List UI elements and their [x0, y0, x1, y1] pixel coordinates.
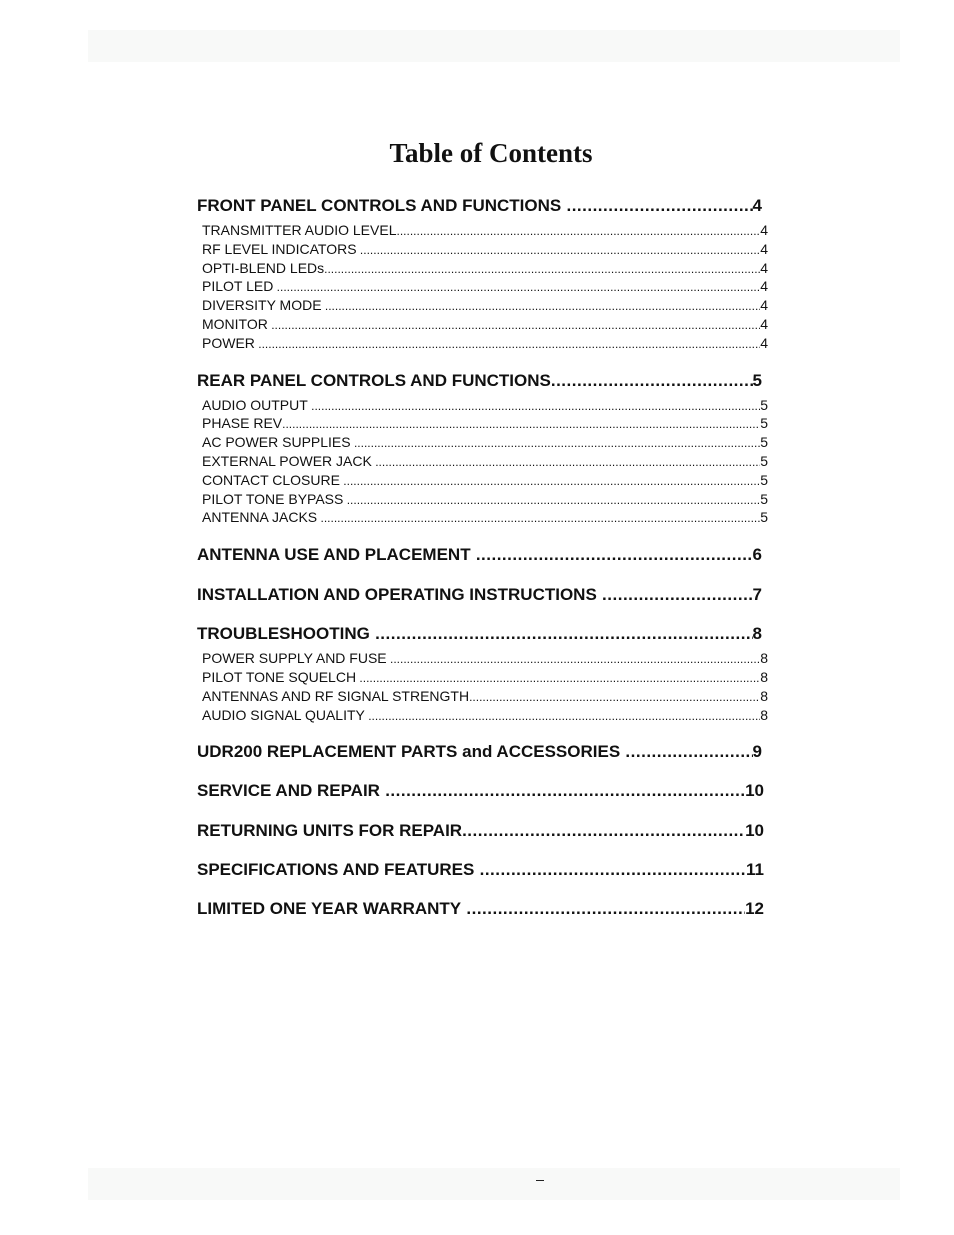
- toc-subentry-label: PILOT LED: [202, 278, 274, 295]
- toc-subentry-label: PILOT TONE BYPASS: [202, 490, 344, 507]
- toc-subentry-label: AUDIO SIGNAL QUALITY: [202, 706, 365, 723]
- dot-leader: [273, 278, 760, 296]
- toc-subentry[interactable]: [202, 471, 768, 490]
- toc-subentry-page: 8: [760, 687, 768, 704]
- dot-leader: [396, 222, 760, 240]
- toc-entry-page: 11: [746, 860, 764, 880]
- dot-leader: [370, 623, 753, 644]
- toc-subentry[interactable]: [202, 259, 768, 278]
- toc-entry-label: REAR PANEL CONTROLS AND FUNCTIONS: [197, 370, 551, 390]
- toc-entry-label: LIMITED ONE YEAR WARRANTY: [197, 899, 462, 919]
- toc-subentry-page: 8: [760, 706, 768, 723]
- toc-subentry[interactable]: [202, 277, 768, 296]
- dot-leader: [561, 195, 752, 216]
- dot-leader: [461, 898, 745, 919]
- dot-leader: [387, 650, 761, 668]
- dot-leader: [365, 707, 760, 725]
- page-footer-band: [88, 1168, 900, 1200]
- toc-subentries: [202, 649, 768, 724]
- toc-subentry[interactable]: [202, 490, 768, 509]
- toc-subentry[interactable]: [202, 433, 768, 452]
- toc-section-troubleshooting: [197, 623, 768, 724]
- toc-subentry[interactable]: [202, 706, 768, 725]
- toc-subentry-label: CONTACT CLOSURE: [202, 471, 340, 488]
- page-title: Table of Contents: [389, 138, 593, 169]
- toc-subentries: [202, 396, 768, 528]
- toc-subentry-page: 5: [760, 396, 768, 413]
- toc-section-returning-units: [197, 820, 768, 841]
- toc-subentry-page: 5: [760, 452, 768, 469]
- toc-subentry-page: 8: [760, 668, 768, 685]
- toc-entry[interactable]: [197, 544, 762, 565]
- toc-subentry-page: 5: [760, 490, 768, 507]
- dot-leader: [356, 669, 760, 687]
- dot-leader: [471, 544, 753, 565]
- toc-entry-label: SERVICE AND REPAIR: [197, 781, 380, 801]
- toc-subentry-page: 5: [760, 434, 768, 451]
- toc-entry-label: SPECIFICATIONS AND FEATURES: [197, 860, 475, 880]
- dot-leader: [469, 688, 760, 706]
- toc-subentry[interactable]: [202, 414, 768, 433]
- toc-subentry-page: 4: [760, 278, 768, 295]
- toc-subentry[interactable]: [202, 649, 768, 668]
- dot-leader: [268, 316, 760, 334]
- toc-subentry-label: PILOT TONE SQUELCH: [202, 668, 357, 685]
- toc-entry[interactable]: [197, 584, 762, 605]
- toc-subentries: [202, 221, 768, 353]
- dot-leader: [351, 434, 761, 452]
- dot-leader: [324, 260, 760, 278]
- toc-subentry[interactable]: [202, 315, 768, 334]
- toc-entry-page: 5: [752, 370, 762, 390]
- dot-leader: [462, 820, 745, 841]
- toc-entry-label: TROUBLESHOOTING: [197, 624, 370, 644]
- toc-entry[interactable]: [197, 741, 762, 762]
- toc-entry[interactable]: [197, 195, 762, 216]
- toc-section-warranty: [197, 898, 768, 919]
- toc-entry[interactable]: [197, 623, 762, 644]
- toc-subentry-label: DIVERSITY MODE: [202, 297, 322, 314]
- toc-subentry-label: PHASE REV: [202, 415, 283, 432]
- dot-leader: [308, 397, 760, 415]
- dot-leader: [255, 335, 760, 353]
- toc-section-front-panel: [197, 195, 768, 353]
- toc-entry-page: 10: [745, 821, 764, 841]
- toc-subentry[interactable]: [202, 334, 768, 353]
- dot-leader: [322, 297, 761, 315]
- toc-subentry-page: 4: [760, 334, 768, 351]
- toc-subentry[interactable]: [202, 396, 768, 415]
- dot-leader: [551, 370, 753, 391]
- toc-entry-page: 6: [752, 545, 762, 565]
- toc-subentry[interactable]: [202, 240, 768, 259]
- page-header-band: [88, 30, 900, 62]
- toc-entry-label: RETURNING UNITS FOR REPAIR: [197, 821, 463, 841]
- toc-subentry-label: AUDIO OUTPUT: [202, 396, 308, 413]
- dot-leader: [380, 780, 745, 801]
- toc-subentry[interactable]: [202, 668, 768, 687]
- toc-subentry-label: MONITOR: [202, 315, 268, 332]
- toc-subentry[interactable]: [202, 452, 768, 471]
- dot-leader: [474, 859, 746, 880]
- toc-entry-page: 4: [752, 196, 762, 215]
- toc-subentry-page: 5: [760, 471, 768, 488]
- toc-section-replacement-parts: [197, 741, 768, 762]
- toc-subentry-label: POWER: [202, 334, 255, 351]
- toc-subentry-page: 4: [760, 240, 768, 257]
- dot-leader: [343, 491, 760, 509]
- toc-subentry-page: 4: [760, 259, 768, 276]
- toc-section-installation: [197, 584, 768, 605]
- toc-subentry-label: ANTENNA JACKS: [202, 509, 318, 526]
- toc-subentry[interactable]: [202, 221, 768, 240]
- toc-entry[interactable]: [197, 780, 764, 801]
- dot-leader: [372, 453, 760, 471]
- toc-subentry-label: OPTI-BLEND LEDs: [202, 259, 325, 276]
- footer-dash: [536, 1180, 544, 1181]
- dot-leader: [317, 509, 760, 527]
- dot-leader: [597, 584, 753, 605]
- toc-entry[interactable]: [197, 859, 764, 880]
- toc-entry-page: 12: [745, 899, 764, 919]
- dot-leader: [282, 415, 760, 433]
- dot-leader: [340, 472, 760, 490]
- toc-entry-page: 9: [752, 742, 762, 762]
- toc-subentry[interactable]: [202, 508, 768, 527]
- toc-section-rear-panel: [197, 370, 768, 528]
- toc-entry-label: ANTENNA USE AND PLACEMENT: [197, 545, 471, 565]
- toc-entry-page: 10: [745, 781, 764, 801]
- toc-section-specifications: [197, 859, 768, 880]
- toc-subentry-label: TRANSMITTER AUDIO LEVEL: [202, 222, 397, 238]
- toc-subentry-page: 4: [760, 297, 768, 314]
- toc-subentry-page: 4: [760, 315, 768, 332]
- toc-entry[interactable]: [197, 370, 762, 391]
- toc-section-service-repair: [197, 780, 768, 801]
- toc-subentry[interactable]: [202, 687, 768, 706]
- toc-section-antenna-use: [197, 544, 768, 565]
- toc-entry-page: 8: [752, 624, 762, 644]
- toc-entry[interactable]: [197, 898, 764, 919]
- toc-entry[interactable]: [197, 820, 764, 841]
- dot-leader: [620, 741, 752, 762]
- toc-entry-label: UDR200 REPLACEMENT PARTS and ACCESSORIES: [197, 742, 621, 762]
- toc-subentry-label: EXTERNAL POWER JACK: [202, 452, 372, 469]
- toc-subentry-label: ANTENNAS AND RF SIGNAL STRENGTH: [202, 687, 470, 704]
- toc-entry-label: INSTALLATION AND OPERATING INSTRUCTIONS: [197, 585, 597, 605]
- toc-subentry-label: RF LEVEL INDICATORS: [202, 240, 357, 257]
- toc-subentry[interactable]: [202, 296, 768, 315]
- toc-entry-label: FRONT PANEL CONTROLS AND FUNCTIONS: [197, 196, 562, 215]
- toc-subentry-page: 5: [760, 415, 768, 432]
- toc-subentry-label: AC POWER SUPPLIES: [202, 434, 351, 451]
- toc-subentry-page: 5: [760, 509, 768, 526]
- table-of-contents: [197, 195, 768, 936]
- toc-subentry-label: POWER SUPPLY AND FUSE: [202, 650, 387, 667]
- toc-entry-page: 7: [752, 585, 762, 605]
- dot-leader: [357, 241, 761, 259]
- toc-subentry-page: 8: [760, 650, 768, 667]
- toc-subentry-page: 4: [760, 222, 768, 238]
